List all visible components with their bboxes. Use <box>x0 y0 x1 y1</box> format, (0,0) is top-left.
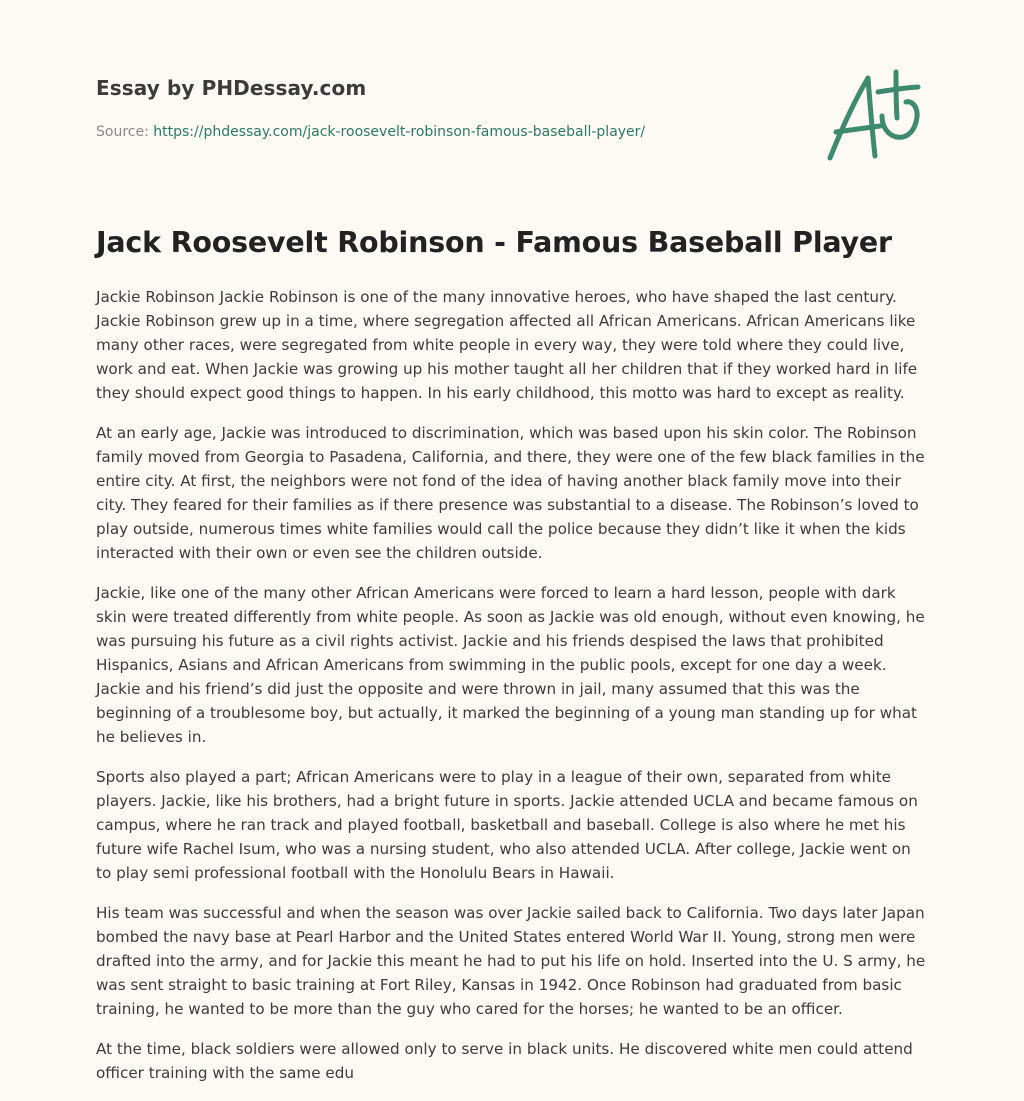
brand-title: Essay by PHDessay.com <box>96 76 367 100</box>
source-link[interactable]: https://phdessay.com/jack-roosevelt-robinson-famous-baseball-player/ <box>153 124 646 140</box>
source-line <box>96 124 796 140</box>
paragraph: At the time, black soldiers were allowed only to serve in black units. He discovered white men could attend officer training with the same edu <box>96 1040 913 1082</box>
source-label: Source: <box>96 124 154 140</box>
article-title: Jack Roosevelt Robinson - Famous Baseball Player <box>96 226 892 259</box>
paragraph: Jackie, like one of the many other African Americans were forced to learn a hard lesson, people with dark skin were treated differently from white people. As soon as Jackie was old enough, without even knowing, he was pursuing his future as a civil rights activist. Jackie and his friends despised the laws that prohibited Hispanics, Asians and African Americans from swimming in the public pools, except for one day a week. Jackie and his friend’s did just the opposite and were thrown in jail, many assumed that this was the beginning of a troublesome boy, but actually, it marked the beginning of a young man standing up for what he believes in. <box>96 584 925 746</box>
paragraph: Jackie Robinson Jackie Robinson is one of the many innovative heroes, who have shaped the last century. Jackie Robinson grew up in a time, where segregation affected all African Americans. African Americans like many other races, were segregated from white people in every way, they were told where they could live, work and eat. When Jackie was growing up his mother taught all her children that if they worked hard in life they should expect good things to happen. In his early childhood, this motto was hard to except as reality. <box>96 288 918 402</box>
paragraph: Sports also played a part; African Americans were to play in a league of their own, separated from white players. Jackie, like his brothers, had a bright future in sports. Jackie attended UCLA and became famous on campus, where he ran track and played football, basketball and baseball. College is also where he met his future wife Rachel Isum, who was a nursing student, who also attended UCLA. After college, Jackie went on to play semi professional football with the Honolulu Bears in Hawaii. <box>96 768 918 882</box>
paragraph: At an early age, Jackie was introduced to discrimination, which was based upon his skin color. The Robinson family moved from Georgia to Pasadena, California, and there, they were one of the few black families in the entire city. At first, the neighbors were not fond of the idea of having another black family move into their city. They feared for their families as if there presence was substantial to a disease. The Robinson’s loved to play outside, numerous times white families would call the police because they didn’t like it when the kids interacted with their own or even see the children outside. <box>96 424 925 562</box>
article-body <box>96 285 928 1101</box>
page-header <box>96 76 796 140</box>
a-plus-logo <box>820 66 930 166</box>
paragraph: His team was successful and when the season was over Jackie sailed back to California. Two days later Japan bombed the navy base at Pearl Harbor and the United States entered World War II. Young, strong men were drafted into the army, and for Jackie this meant he had to put his life on hold. Inserted into the U. S army, he was sent straight to basic training at Fort Riley, Kansas in 1942. Once Robinson had graduated from basic training, he wanted to be more than the guy who cared for the horses; he wanted to be an officer. <box>96 904 926 1018</box>
